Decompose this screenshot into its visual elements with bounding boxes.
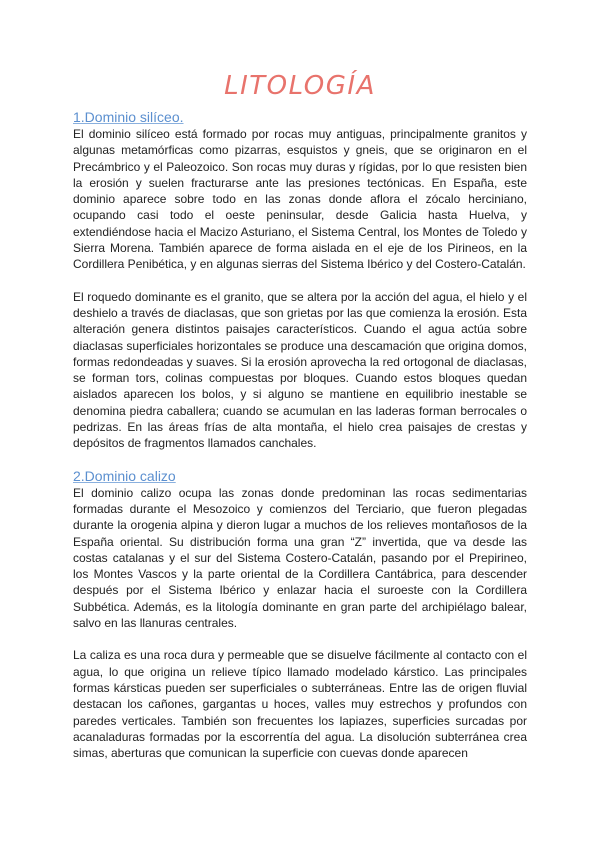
paragraph: El dominio silíceo está formado por rocas muy antiguas, principalmente granitos y algunas metamórficas como pizarras, esquistos y gneis, que se originaron en el Precámbrico y el Paleozoico. Son rocas muy duras y rígidas, por lo que resisten bien la erosión y suelen fracturarse ante las presiones tectónicas. En España, este dominio aparece sobre todo en las zonas donde aflora el zócalo herciniano, ocupando casi todo el oeste peninsular, desde Galicia hasta Huelva, y extendiéndose hacia el Macizo Asturiano, el Sistema Central, los Montes de Toledo y Sierra Morena. También aparece de forma aislada en el eje de los Pirineos, en la Cordillera Penibética, y en algunas sierras del Sistema Ibérico y del Costero-Catalán.: [73, 127, 527, 272]
section-spacer: [73, 452, 527, 468]
paragraph-spacer: [73, 631, 527, 647]
section-heading: 1.Dominio silíceo.: [73, 109, 184, 125]
page-title: LITOLOGÍA: [224, 71, 376, 101]
section-dominio-siliceo: [73, 109, 527, 452]
document-body: [73, 109, 527, 761]
paragraph: El roquedo dominante es el granito, que se altera por la acción del agua, el hielo y el deshielo a través de diaclasas, que son grietas por las que comienza la erosión. Esta alteración genera distintos paisajes característicos. Cuando el agua actúa sobre diaclasas superficiales horizontales se produce una descamación que origina domos, formas redondeadas y suaves. Si la erosión aprovecha la red ortogonal de diaclasas, se forman tors, colinas compuestas por bloques. Cuando estos bloques quedan aislados aparecen los bolos, y si alguno se mantiene en equilibrio inestable se denomina piedra caballera; cuando se acumulan en las laderas forman berrocales o pedrizas. En las áreas frías de alta montaña, el hielo crea paisajes de crestas y depósitos de fragmentos llamados canchales.: [73, 289, 527, 451]
section-heading: 2.Dominio calizo: [73, 467, 176, 484]
paragraph-spacer: [73, 273, 527, 289]
paragraph: La caliza es una roca dura y permeable que se disuelve fácilmente al contacto con el agua, lo que origina un relieve típico llamado modelado kárstico. Las principales formas kársticas pueden ser superficiales o subterráneas. Entre las de origen fluvial destacan los cañones, gargantas u hoces, valles muy estrechos y profundos con paredes verticales. También son frecuentes los lapiazes, superficies surcadas por acanaladuras formadas por la escorrentía del agua. La disolución subterránea crea simas, aberturas que comunican la superficie con cuevas donde aparecen: [73, 648, 527, 761]
section-dominio-calizo: [73, 468, 527, 762]
paragraph: El dominio calizo ocupa las zonas donde predominan las rocas sedimentarias formadas durante el Mesozoico y comienzos del Terciario, que fueron plegadas durante la orogenia alpina y dieron lugar a muchos de los relieves montañosos de la España oriental. Su distribución forma una gran “Z” invertida, que va desde las costas catalanas y el sur del Sistema Costero-Catalán, pasando por el Prepirineo, los Montes Vascos y la parte oriental de la Cordillera Cantábrica, para descender después por el Sistema Ibérico y enlazar hacia el suroeste con la Cordillera Subbética. Además, es la litología dominante en gran parte del archipiélago balear, salvo en las llanuras centrales.: [73, 485, 527, 631]
